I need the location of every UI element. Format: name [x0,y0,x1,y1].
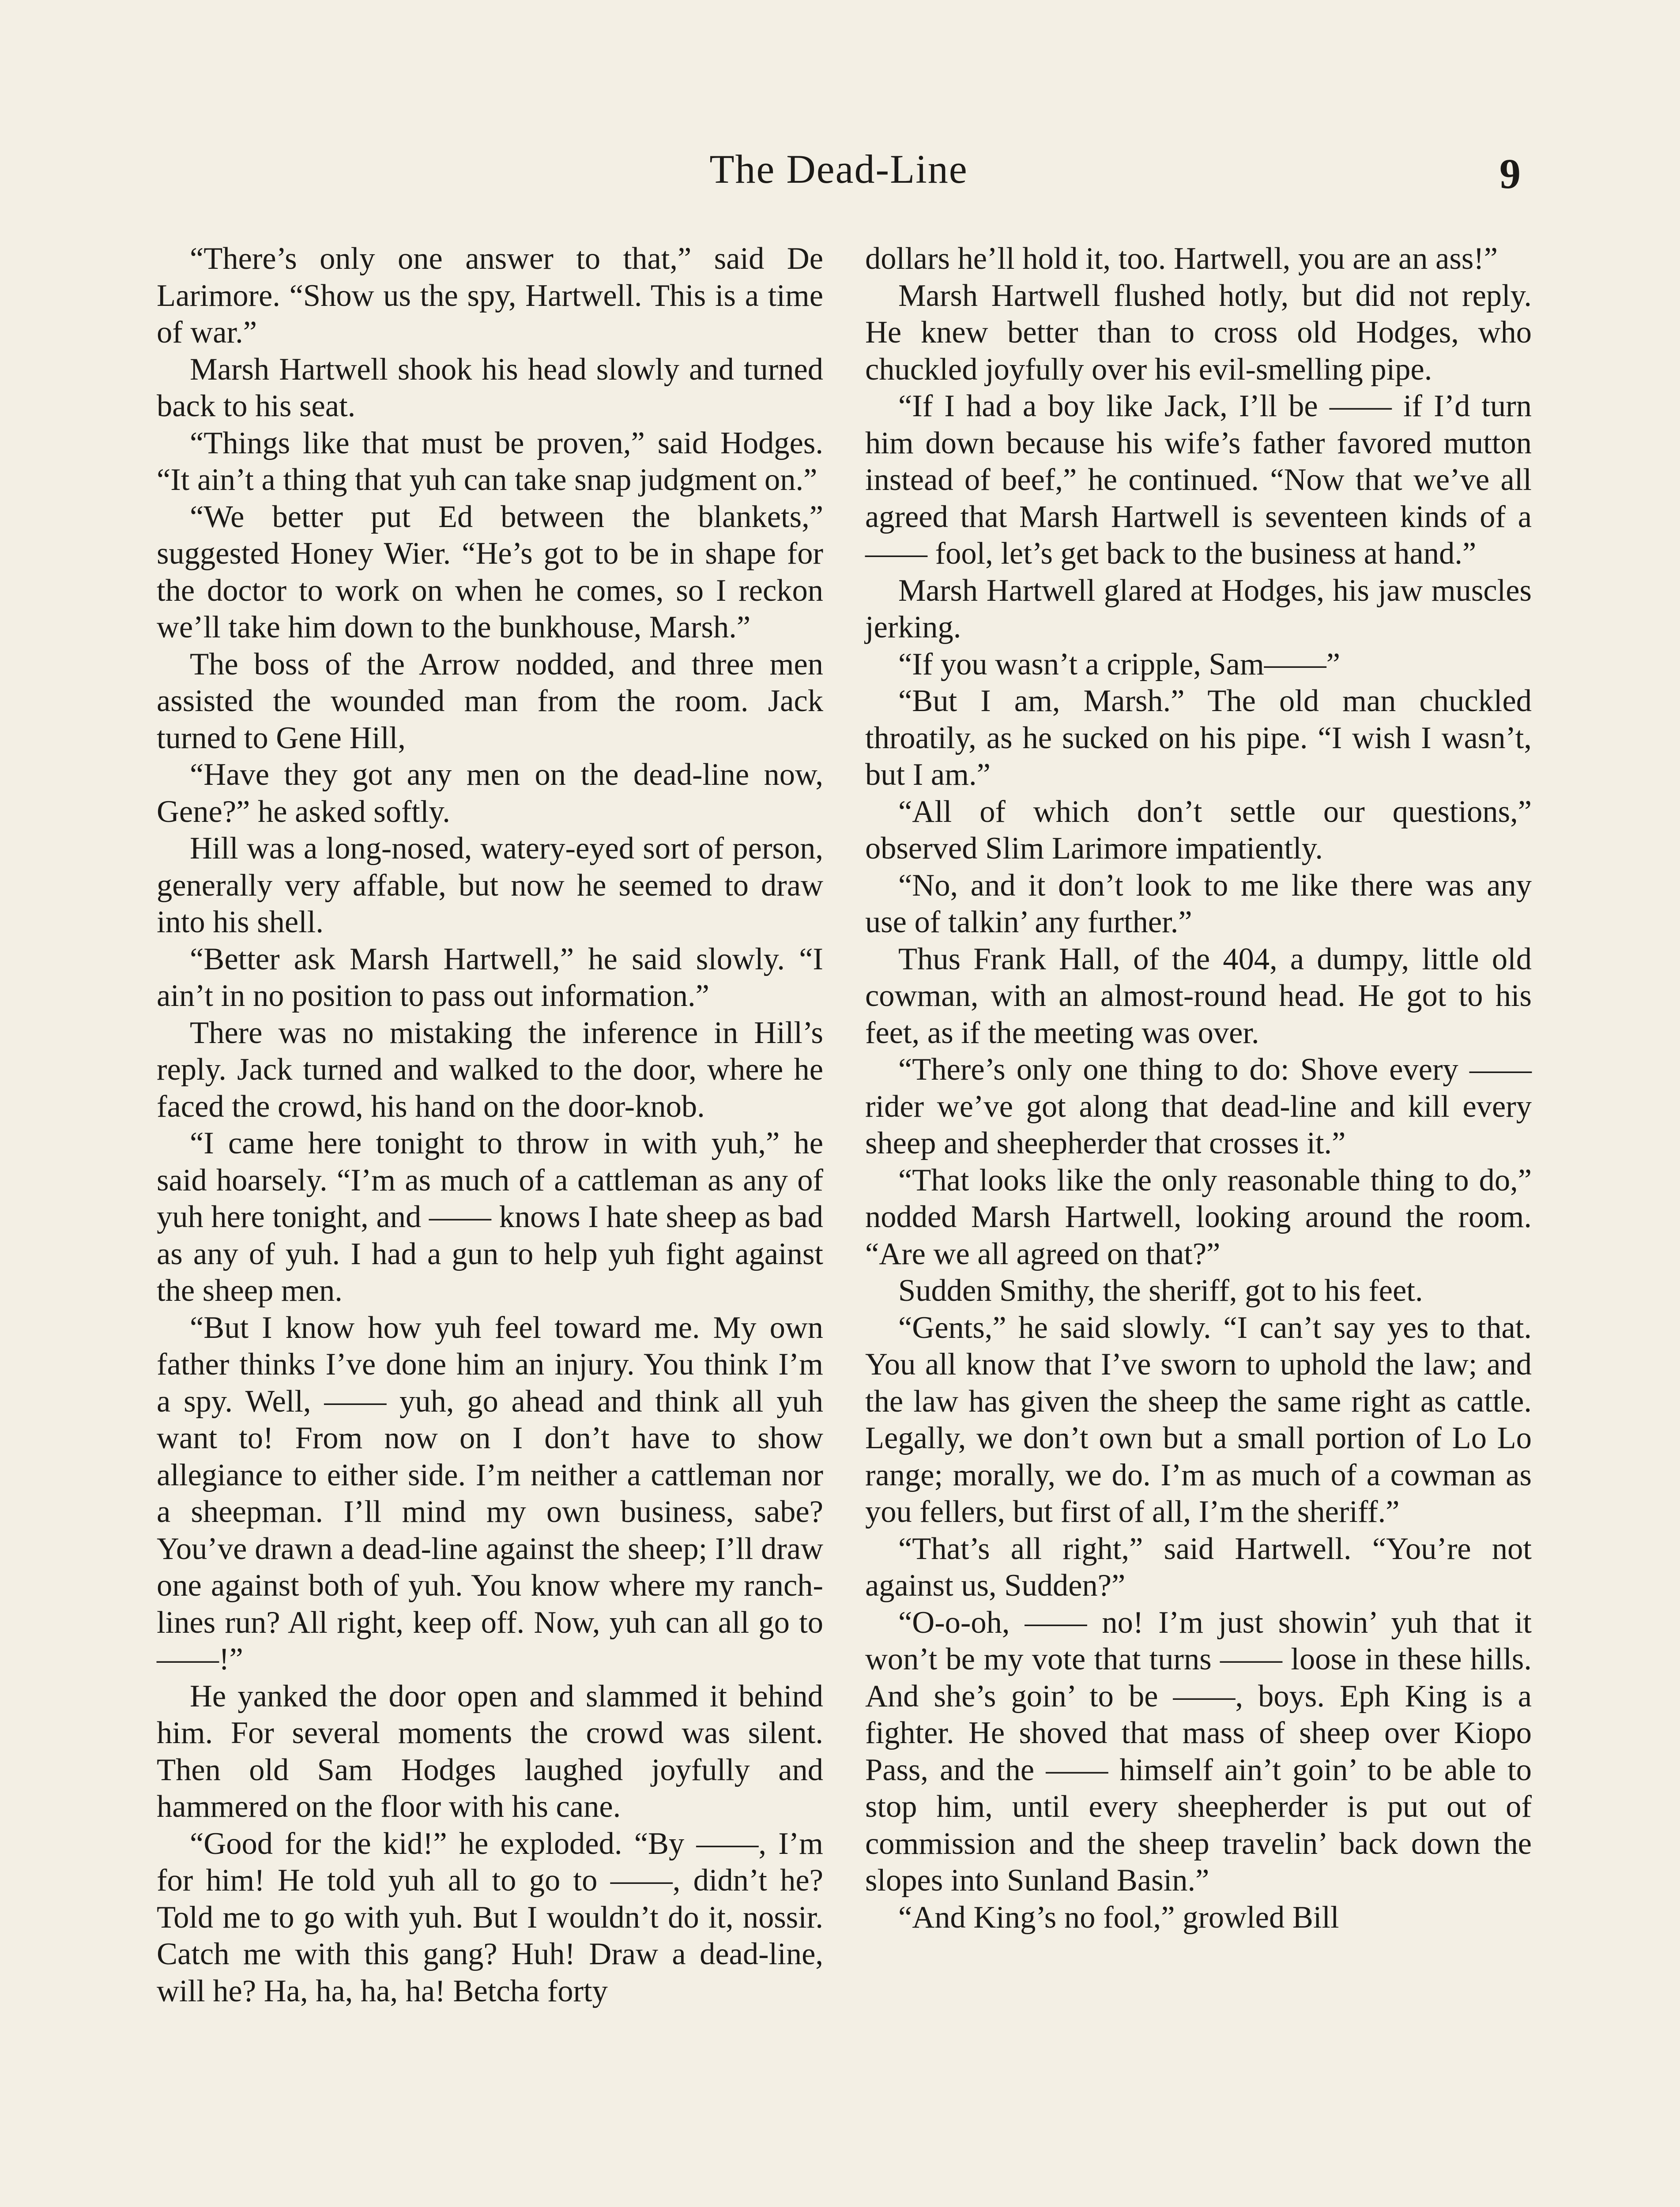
paragraph: “Things like that must be proven,” said Hodges. “It ain’t a thing that yuh can take snap judgment on.” [157,426,823,497]
paragraph: “But I know how yuh feel toward me. My own father thinks I’ve done him an injury. You think I’m a spy. Well, —— yuh, go ahead and think all yuh want to! From now on I don’t have to show allegiance to either side. I’m neither a cattleman nor a sheepman. I’ll mind my own business, sabe? You’ve drawn a dead-line against the sheep; I’ll draw one against both of yuh. You know where my ranch-lines run? All right, keep off. Now, yuh can all go to ——!” [157,1310,823,1676]
paragraph: “That’s all right,” said Hartwell. “You’re not against us, Sudden?” [865,1531,1532,1603]
page-number: 9 [1499,150,1521,197]
paragraph: “Good for the kid!” he exploded. “By ——, I’m for him! He told yuh all to go to ——, didn’t he? Told me to go with yuh. But I wouldn’t do it, nossir. Catch me with this gang? Huh! Draw a dead-line, will he? Ha, ha, ha, ha! Betcha forty [157,1826,823,2008]
paragraph: “There’s only one answer to that,” said De Larimore. “Show us the spy, Hartwell. This is a time of war.” [157,241,823,350]
paragraph: “O-o-oh, —— no! I’m just showin’ yuh that it won’t be my vote that turns —— loose in these hills. And she’s goin’ to be ——, boys. Eph King is a fighter. He shoved that mass of sheep over Kiopo Pass, and the —— himself ain’t goin’ to be able to stop him, until every sheepherder is put out of commission and the sheep travelin’ back down the slopes into Sunland Basin.” [865,1605,1532,1898]
paragraph: “I came here tonight to throw in with yuh,” he said hoarsely. “I’m as much of a cattleman as any of yuh here tonight, and —— knows I hate sheep as bad as any of yuh. I had a gun to help yuh fight against the sheep men. [157,1126,823,1308]
paragraph: Hill was a long-nosed, watery-eyed sort of person, generally very affable, but now he seemed to draw into his shell. [157,831,823,939]
paragraph: “Gents,” he said slowly. “I can’t say yes to that. You all know that I’ve sworn to uphold the law; and the law has given the sheep the same right as cattle. Legally, we don’t own but a small portion of Lo Lo range; morally, we do. I’m as much of a cowman as you fellers, but first of all, I’m the sheriff.” [865,1310,1532,1529]
left-column [157,241,823,2010]
paragraph: Marsh Hartwell glared at Hodges, his jaw muscles jerking. [865,573,1532,644]
paragraph: “But I am, Marsh.” The old man chuckled throatily, as he sucked on his pipe. “I wish I wasn’t, but I am.” [865,684,1532,792]
paragraph: Thus Frank Hall, of the 404, a dumpy, little old cowman, with an almost-round head. He got to his feet, as if the meeting was over. [865,942,1532,1050]
paragraph: “Have they got any men on the dead-line now, Gene?” he asked softly. [157,757,823,829]
paragraph: “That looks like the only reasonable thing to do,” nodded Marsh Hartwell, looking around the room. “Are we all agreed on that?” [865,1163,1532,1271]
paragraph: “And King’s no fool,” growled Bill [898,1900,1339,1935]
paragraph: “If you wasn’t a cripple, Sam——” [898,647,1341,682]
paragraph: He yanked the door open and slammed it behind him. For several moments the crowd was silent. Then old Sam Hodges laughed joyfully and hammered on the floor with his cane. [157,1679,823,1824]
paragraph: Sudden Smithy, the sheriff, got to his feet. [898,1273,1423,1308]
right-column [865,241,1532,1936]
paragraph: Marsh Hartwell flushed hotly, but did not reply. He knew better than to cross old Hodges, who chuckled joyfully over his evil-smelling pipe. [865,278,1532,387]
page-header [157,146,1521,203]
paragraph: There was no mistaking the inference in Hill’s reply. Jack turned and walked to the door, where he faced the crowd, his hand on the door-knob. [157,1015,823,1124]
paragraph: “We better put Ed between the blankets,” suggested Honey Wier. “He’s got to be in shape for the doctor to work on when he comes, so I reckon we’ll take him down to the bunkhouse, Marsh.” [157,499,823,644]
paragraph: “Better ask Marsh Hartwell,” he said slowly. “I ain’t in no position to pass out information.” [157,942,823,1013]
paragraph: Marsh Hartwell shook his head slowly and turned back to his seat. [157,352,823,423]
running-title: The Dead-Line [709,147,968,192]
paragraph-continued: dollars he’ll hold it, too. Hartwell, you are an ass!” [865,241,1498,276]
paragraph: The boss of the Arrow nodded, and three men assisted the wounded man from the room. Jack turned to Gene Hill, [157,647,823,755]
paragraph: “There’s only one thing to do: Shove every —— rider we’ve got along that dead-line and kill every sheep and sheepherder that crosses it.” [865,1052,1532,1160]
paragraph: “All of which don’t settle our questions,” observed Slim Larimore impatiently. [865,794,1532,866]
paragraph: “If I had a boy like Jack, I’ll be —— if I’d turn him down because his wife’s father favored mutton instead of beef,” he continued. “Now that we’ve all agreed that Marsh Hartwell is seventeen kinds of a —— fool, let’s get back to the business at hand.” [865,389,1532,571]
paragraph: “No, and it don’t look to me like there was any use of talkin’ any further.” [865,868,1532,939]
